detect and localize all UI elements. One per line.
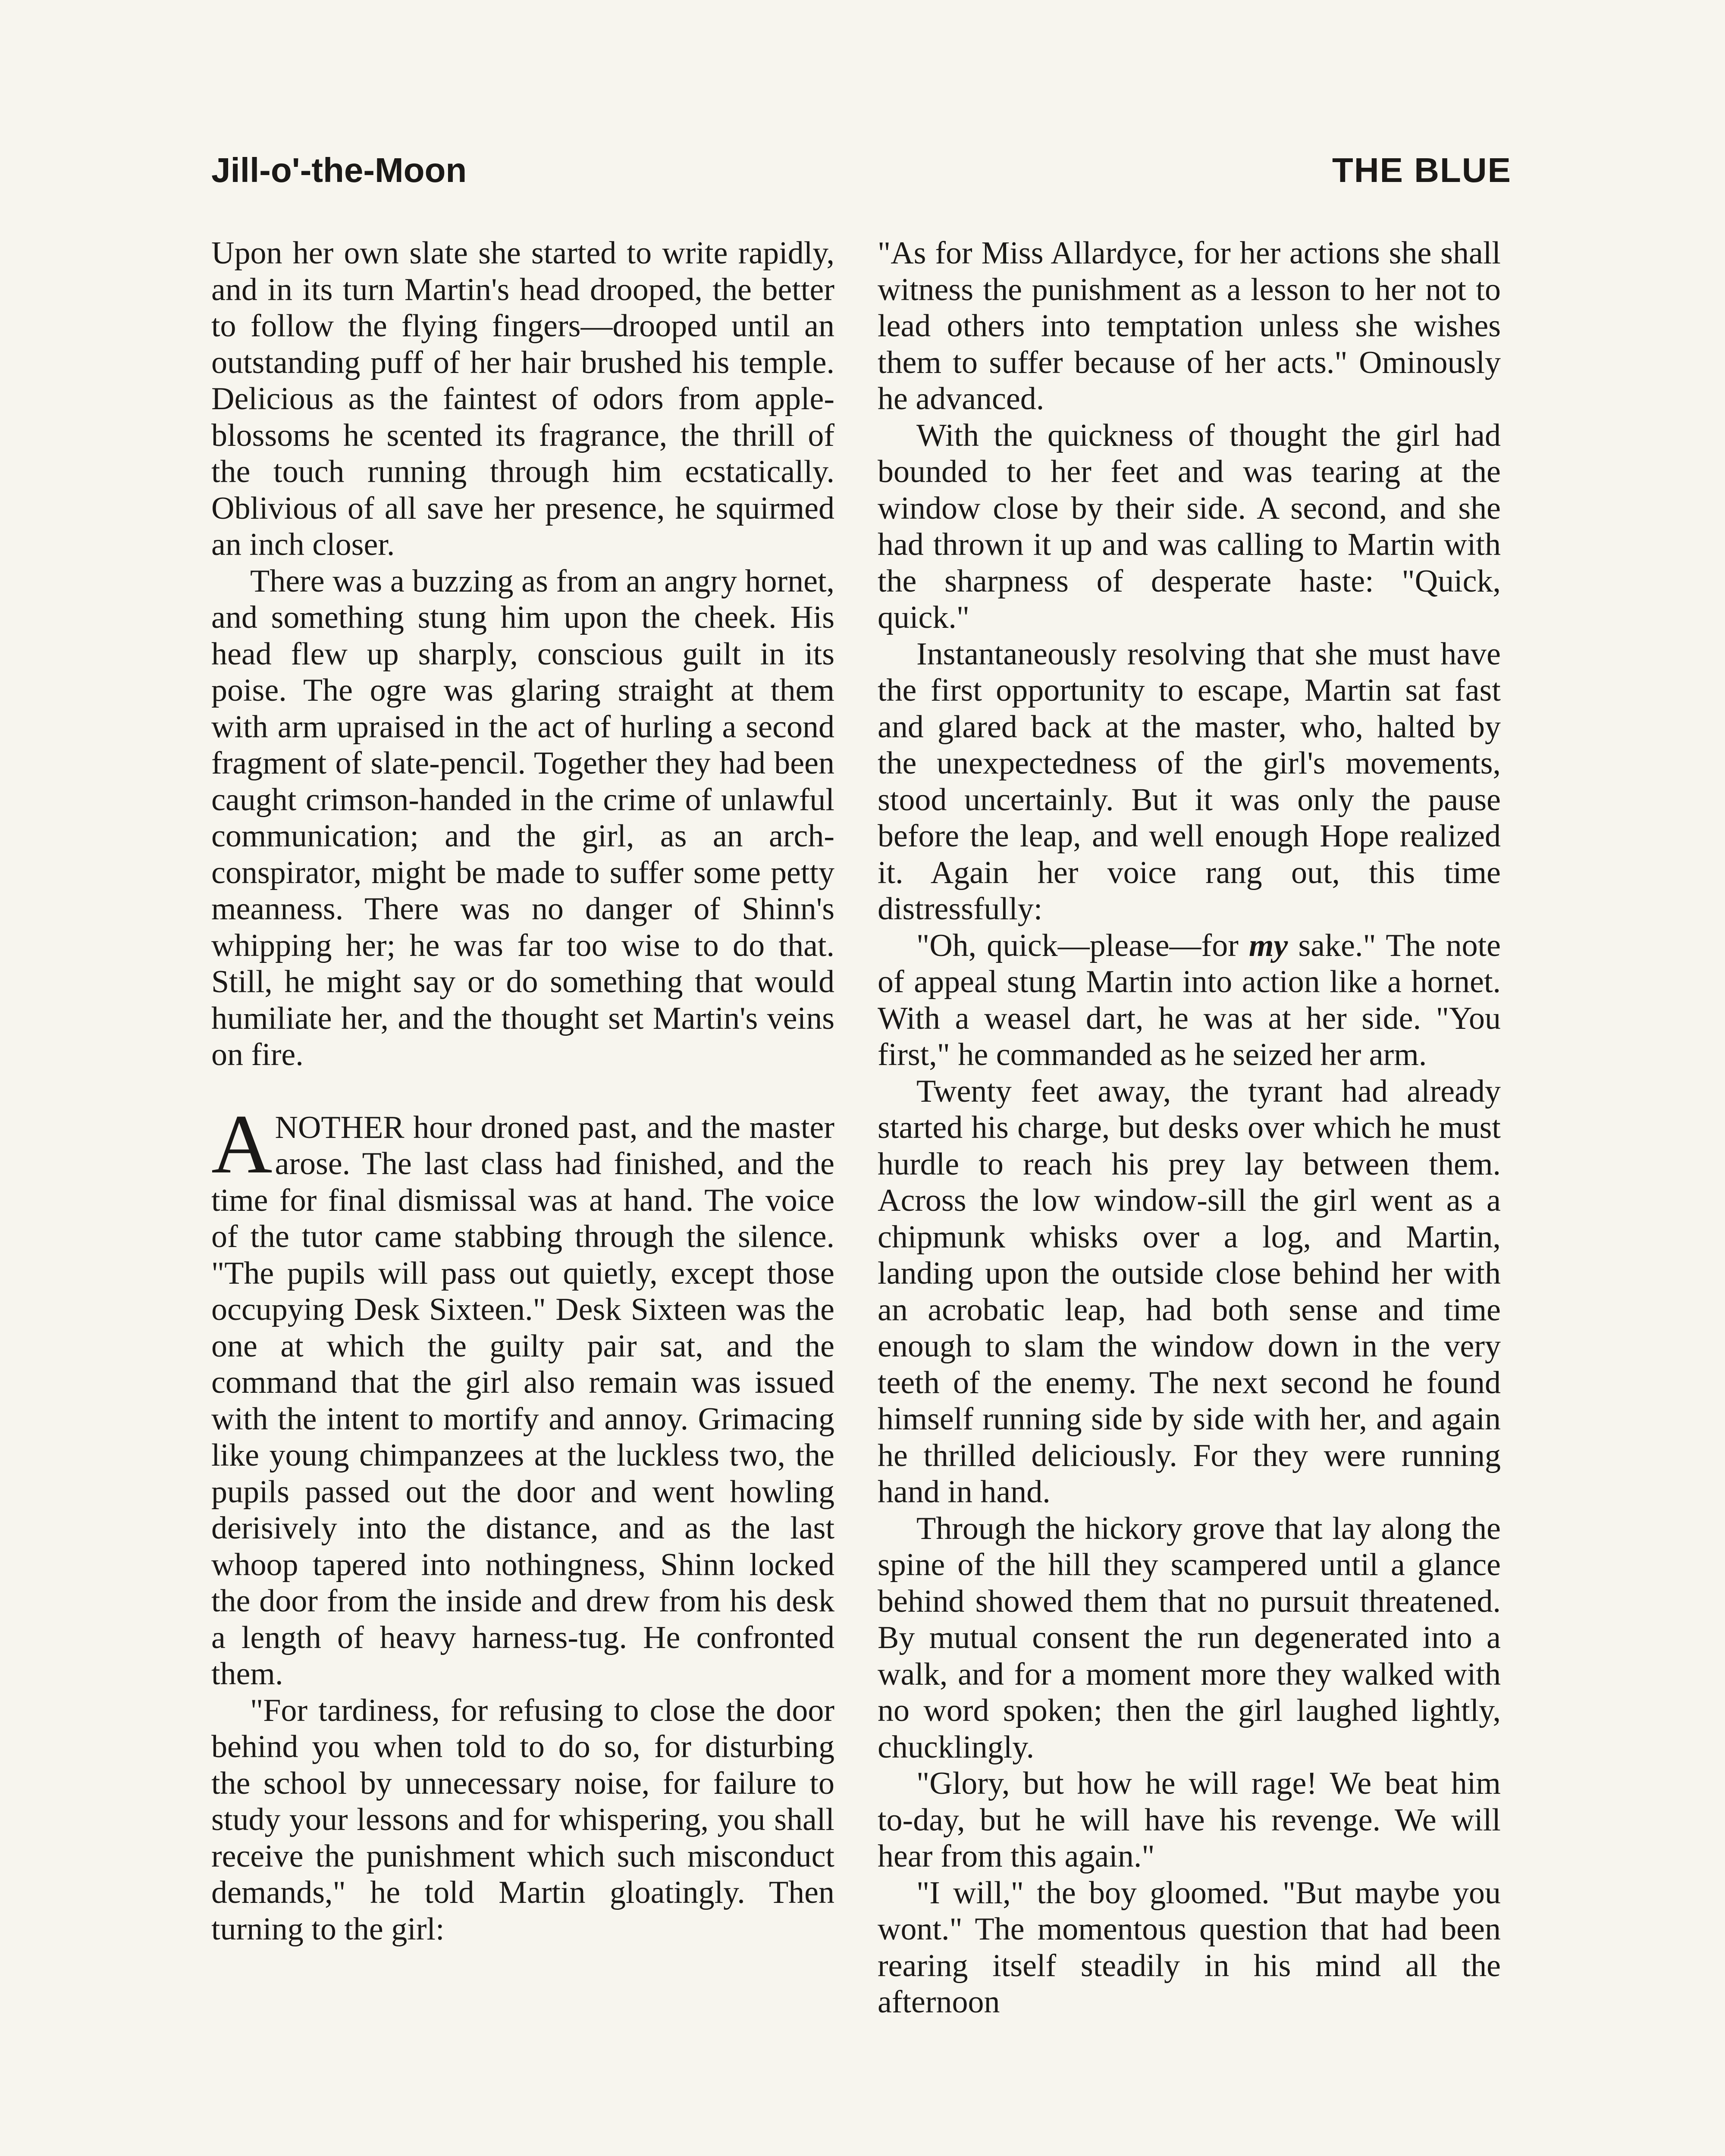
paragraph: Twenty feet away, the tyrant had already started his charge, but desks over which he must hurdle to reach his prey lay between them. Across the low window-sill the girl went as a chipmunk whisks over a log, and Martin, landing upon the outside close behind her with an acrobatic leap, had both sense and time enough to slam the window down in the very teeth of the enemy. The next second he found himself running side by side with her, and again he thrilled deliciously. For they were running hand in hand. (878, 1073, 1501, 1510)
left-column (211, 235, 834, 1947)
running-head-title: Jill-o'-the-Moon (211, 151, 467, 189)
paragraph (878, 928, 1501, 1073)
paragraph: Upon her own slate she started to write rapidly, and in its turn Martin's head drooped, the better to follow the flying fingers—drooped until an outstanding puff of her hair brushed his temple. Delicious as the faintest of odors from apple-blossoms he scented its fragrance, the thrill of the touch running through him ecstatically. Oblivious of all save her presence, he squirmed an inch closer. (211, 235, 834, 562)
paragraph: "For tardiness, for refusing to close the door behind you when told to do so, for disturbing the school by unnecessary noise, for failure to study your lessons and for whispering, you shall receive the punishment which such misconduct demands," he told Martin gloatingly. Then turning to the girl: (211, 1692, 834, 1947)
right-column (878, 235, 1501, 2021)
paragraph: Through the hickory grove that lay along the spine of the hill they scampered until a glance behind showed them that no pursuit threatened. By mutual consent the run degenerated into a walk, and for a moment more they walked with no word spoken; then the girl laughed lightly, chucklingly. (878, 1510, 1501, 1765)
paragraph: "Glory, but how he will rage! We beat him to-day, but he will have his revenge. We will hear from this again." (878, 1766, 1501, 1874)
paragraph-text: NOTHER hour droned past, and the master arose. The last class had finished, and the time for final dismissal was at hand. The voice of the tutor came stabbing through the silence. "The pupils will pass out quietly, except those occupying Desk Sixteen." Desk Sixteen was the one at which the guilty pair sat, and the command that the girl also remain was issued with the intent to mortify and annoy. Grimacing like young chimpanzees at the luckless two, the pupils passed out the door and went howling derisively into the distance, and as the last whoop tapered into nothingness, Shinn locked the door from the inside and drew from his desk a length of heavy harness-tug. He confronted them. (211, 1109, 834, 1692)
drop-cap: A (211, 1097, 273, 1191)
running-head-magazine: THE BLUE (1332, 151, 1512, 189)
paragraph-text: "Oh, quick—please—for (916, 928, 1249, 963)
paragraph: With the quickness of thought the girl had bounded to her feet and was tearing at the window close by their side. A second, and she had thrown it up and was calling to Martin with the sharpness of desperate haste: "Quick, quick." (878, 417, 1501, 635)
paragraph: Instantaneously resolving that she must have the first opportunity to escape, Martin sat fast and glared back at the master, who, halted by the unexpectedness of the girl's movements, stood uncertainly. But it was only the pause before the leap, and well enough Hope realized it. Again her voice rang out, this time distressfully: (878, 636, 1501, 927)
paragraph-text: sake." The note of appeal stung Martin into action like a hornet. With a weasel dart, he was at her side. "You first," he commanded as he seized her arm. (878, 928, 1501, 1072)
paragraph: "I will," the boy gloomed. "But maybe you wont." The momentous question that had been rearing itself steadily in his mind all the afternoon (878, 1875, 1501, 2020)
emphasized-word: my (1248, 928, 1288, 963)
paragraph: There was a buzzing as from an angry hornet, and something stung him upon the cheek. His head flew up sharply, conscious guilt in its poise. The ogre was glaring straight at them with arm upraised in the act of hurling a second fragment of slate-pencil. Together they had been caught crimson-handed in the crime of unlawful communication; and the girl, as an arch-conspirator, might be made to suffer some petty meanness. There was no danger of Shinn's whipping her; he was far too wise to do that. Still, he might say or do something that would humiliate her, and the thought set Martin's veins on fire. (211, 563, 834, 1072)
paragraph: "As for Miss Allardyce, for her actions she shall witness the punishment as a lesson to her not to lead others into temptation unless she wishes them to suffer because of her acts." Ominously he advanced. (878, 235, 1501, 417)
section-start-paragraph (211, 1097, 834, 1692)
